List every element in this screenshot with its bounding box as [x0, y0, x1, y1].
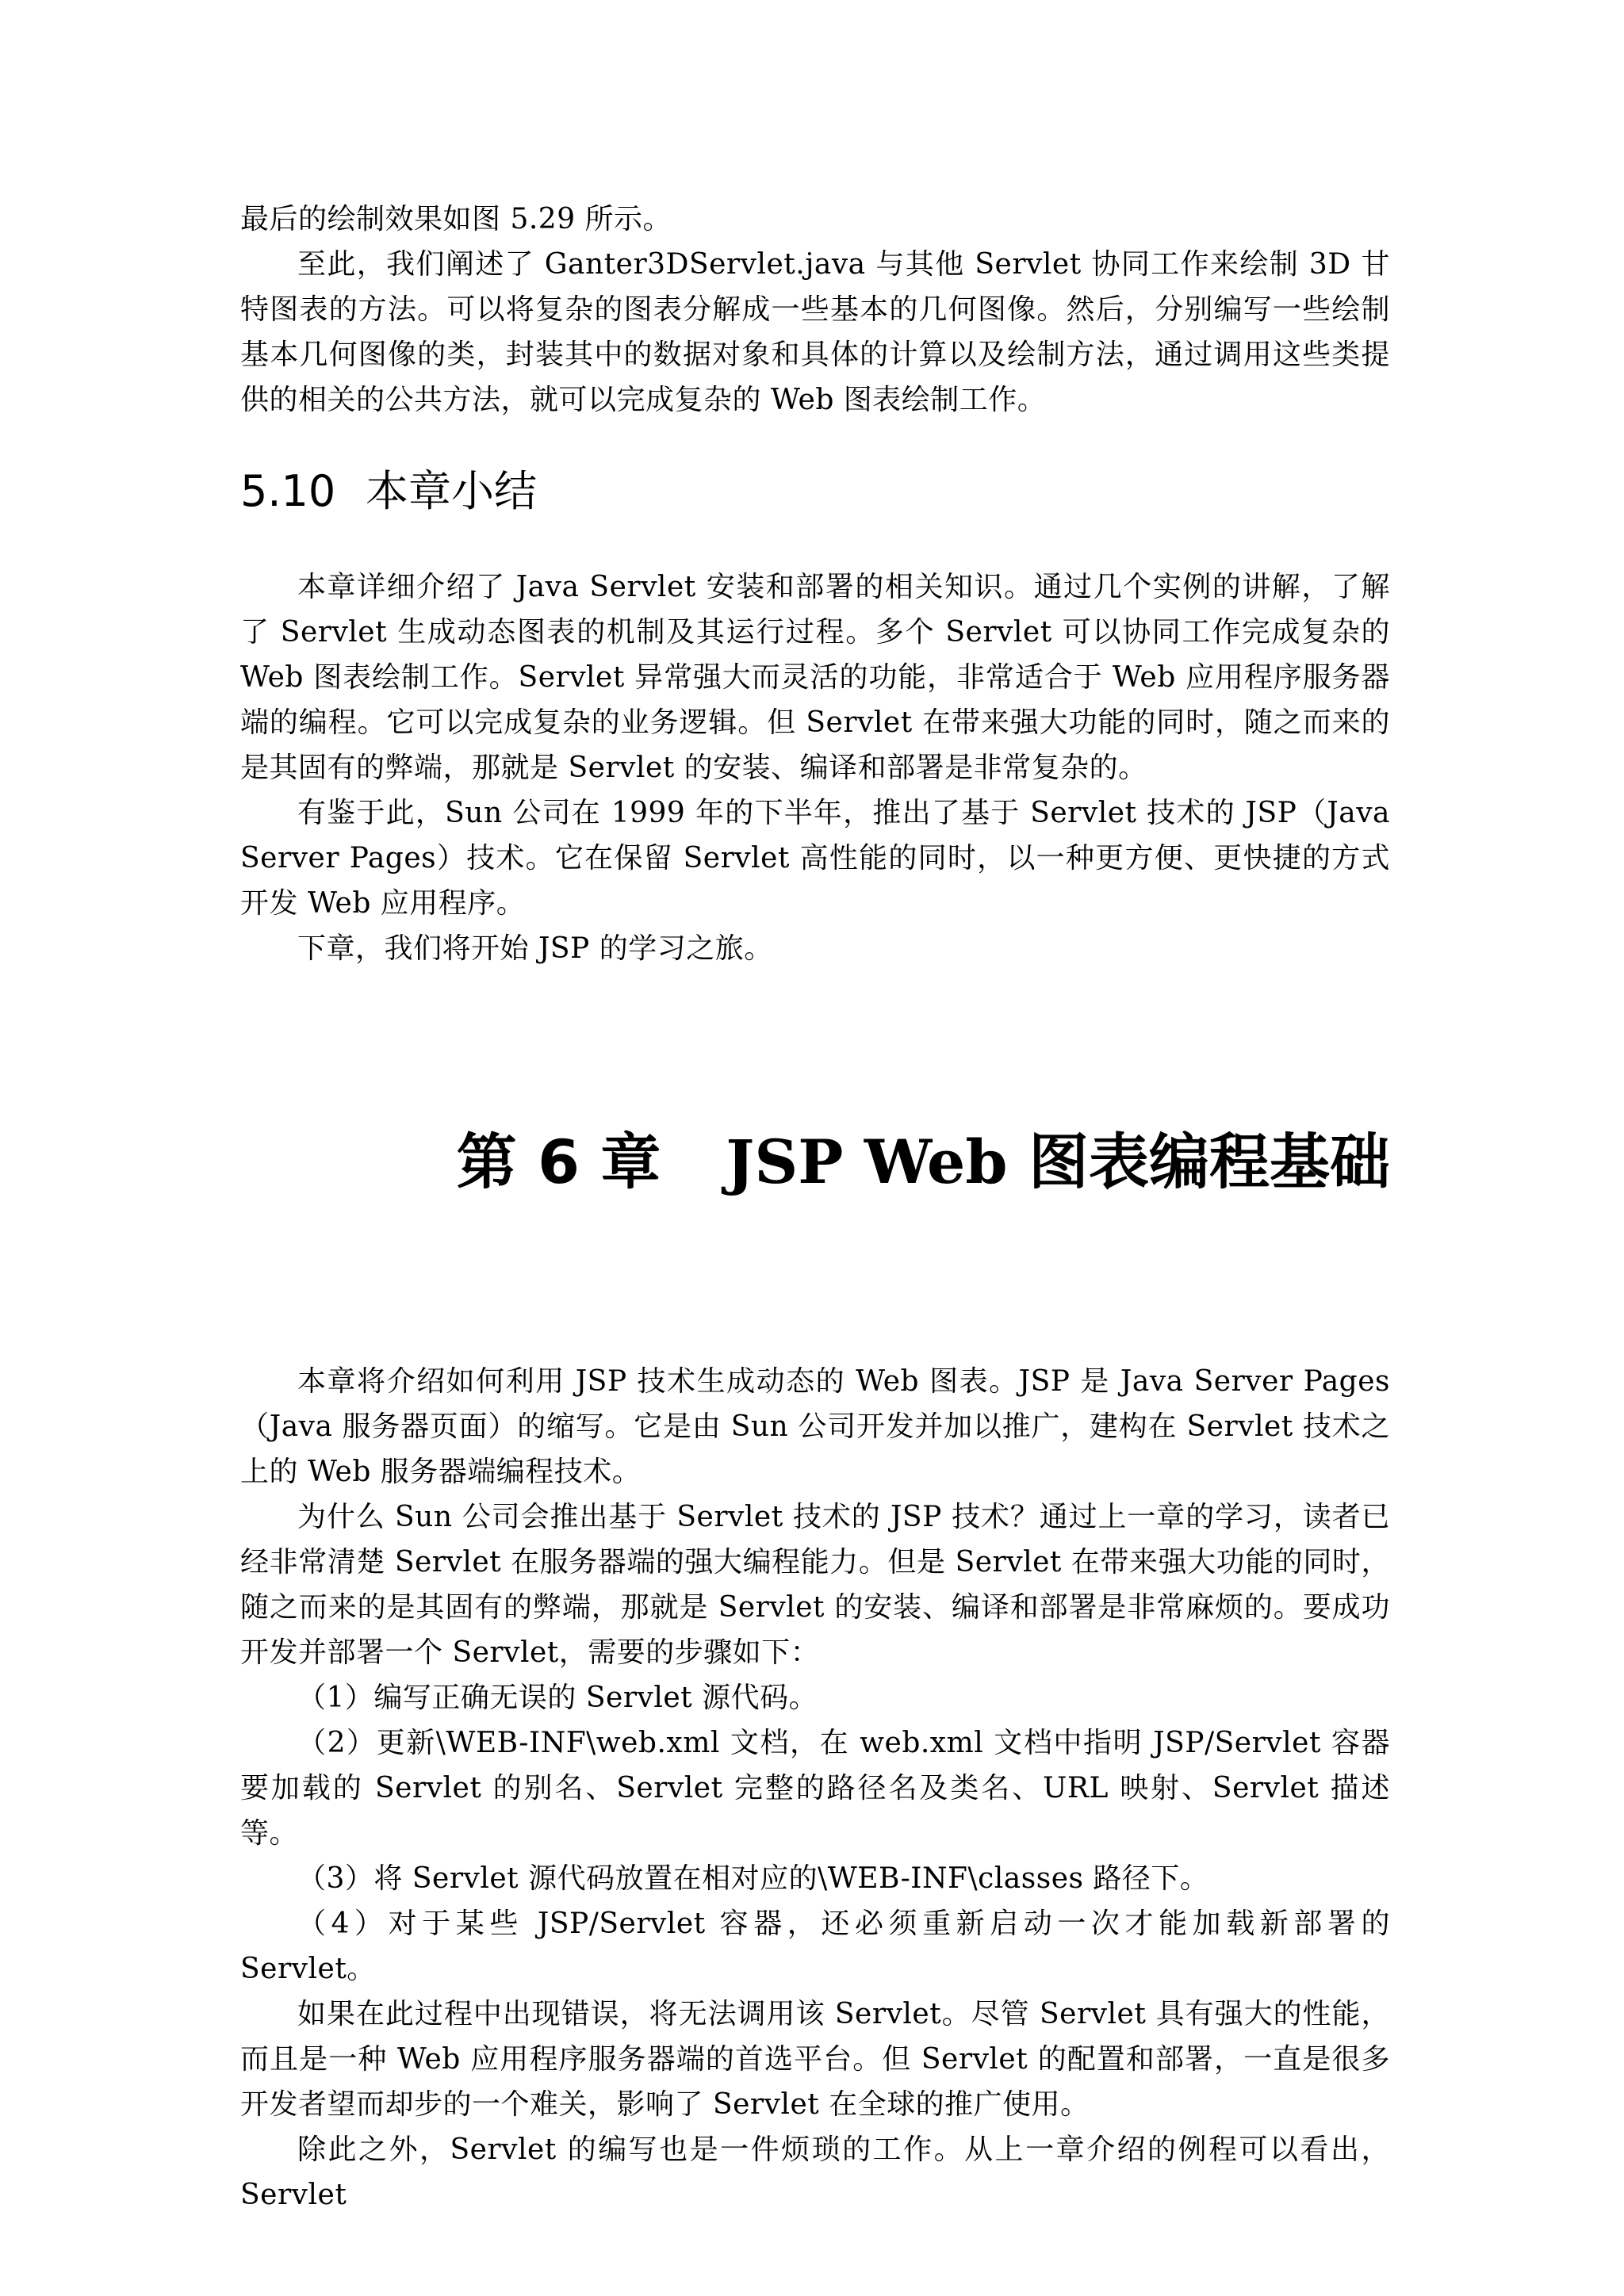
section-number: 5.10: [240, 466, 336, 516]
list-item: （4）对于某些 JSP/Servlet 容器，还必须重新启动一次才能加载新部署的 Servlet。: [240, 1908, 1390, 1985]
paragraph: 除此之外，Servlet 的编写也是一件烦琐的工作。从上一章介绍的例程可以看出，Servlet: [240, 2133, 1390, 2211]
paragraph: 至此，我们阐述了 Ganter3DServlet.java 与其他 Servlet 协同工作来绘制 3D 甘特图表的方法。可以将复杂的图表分解成一些基本的几何图像。然后，分别编写一些绘制基本几何图像的类，封装其中的数据对象和具体的计算以及绘制方法，通过调用这些类提供的相关的公共方法，就可以完成复杂的 Web 图表绘制工作。: [240, 248, 1390, 416]
chapter-title-latin: JSP Web: [726, 1127, 1008, 1197]
chapter-label: 第 6 章: [456, 1127, 661, 1197]
section-title: 本章小结: [366, 466, 537, 516]
paragraph: 最后的绘制效果如图 5.29 所示。: [240, 203, 672, 235]
chapter-body: [240, 1359, 1390, 2218]
paragraph: 本章将介绍如何利用 JSP 技术生成动态的 Web 图表。JSP 是 Java Server Pages（Java 服务器页面）的缩写。它是由 Sun 公司开发并加以推广，建构在 Servlet 技术之上的 Web 服务器端编程技术。: [240, 1365, 1390, 1488]
intro-text: [240, 197, 1390, 423]
list-item: （2）更新\WEB-INF\web.xml 文档，在 web.xml 文档中指明 JSP/Servlet 容器要加载的 Servlet 的别名、Servlet 完整的路径名及类名、URL 映射、Servlet 描述等。: [240, 1727, 1390, 1850]
section-body: [240, 564, 1390, 971]
list-item: （3）将 Servlet 源代码放置在相对应的\WEB-INF\classes 路径下。: [297, 1862, 1209, 1895]
paragraph: 如果在此过程中出现错误，将无法调用该 Servlet。尽管 Servlet 具有强大的性能，而且是一种 Web 应用程序服务器端的首选平台。但 Servlet 的配置和部署，一直是很多开发者望而却步的一个难关，影响了 Servlet 在全球的推广使用。: [240, 1998, 1390, 2121]
chapter-heading: [457, 1124, 1390, 1200]
paragraph: 本章详细介绍了 Java Servlet 安装和部署的相关知识。通过几个实例的讲解，了解了 Servlet 生成动态图表的机制及其运行过程。多个 Servlet 可以协同工作完成复杂的 Web 图表绘制工作。Servlet 异常强大而灵活的功能，非常适合于 Web 应用程序服务器端的编程。它可以完成复杂的业务逻辑。但 Servlet 在带来强大功能的同时，随之而来的是其固有的弊端，那就是 Servlet 的安装、编译和部署是非常复杂的。: [240, 571, 1390, 784]
paragraph: 下章，我们将开始 JSP 的学习之旅。: [297, 932, 773, 965]
section-heading: [240, 464, 537, 519]
list-item: （1）编写正确无误的 Servlet 源代码。: [297, 1682, 818, 1714]
paragraph: 有鉴于此，Sun 公司在 1999 年的下半年，推出了基于 Servlet 技术的 JSP（Java Server Pages）技术。它在保留 Servlet 高性能的同时，以一种更方便、更快捷的方式开发 Web 应用程序。: [240, 797, 1390, 920]
paragraph: 为什么 Sun 公司会推出基于 Servlet 技术的 JSP 技术？通过上一章的学习，读者已经非常清楚 Servlet 在服务器端的强大编程能力。但是 Servlet 在带来强大功能的同时，随之而来的是其固有的弊端，那就是 Servlet 的安装、编译和部署是非常麻烦的。要成功开发并部署一个 Servlet，需要的步骤如下：: [240, 1501, 1390, 1669]
chapter-title-cjk: 图表编程基础: [1028, 1127, 1390, 1197]
